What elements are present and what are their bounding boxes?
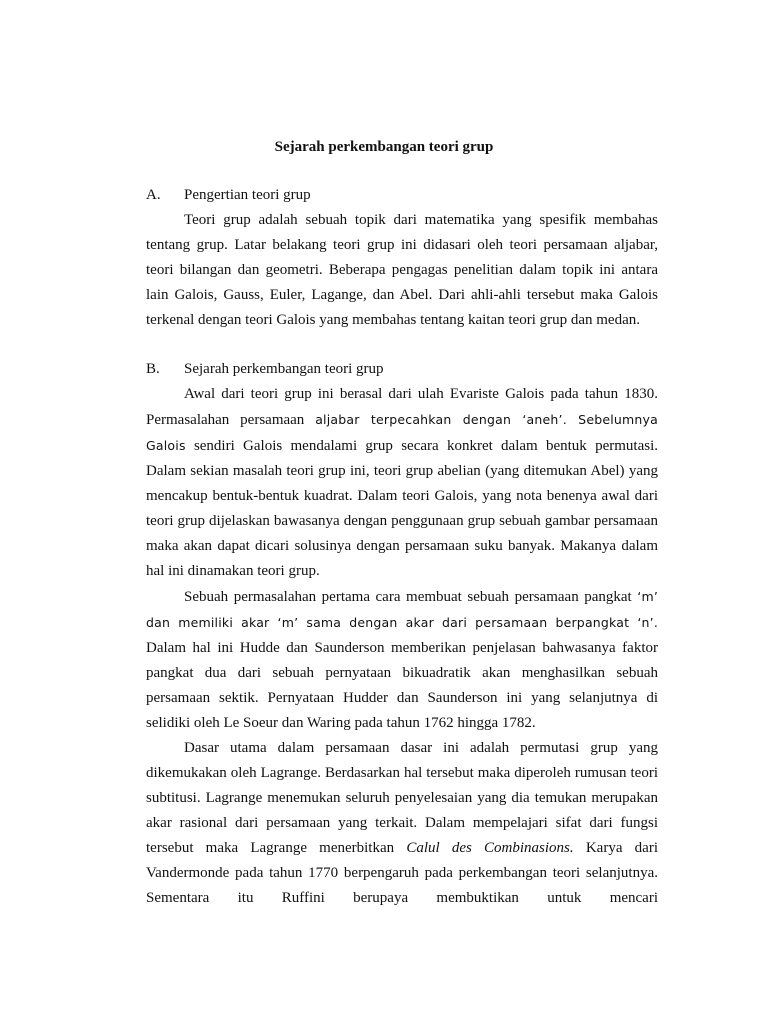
p2-text-a: Sebuah permasalahan pertama cara membuat sebuah persamaan pangkat bbox=[184, 589, 638, 605]
section-a-title: Pengertian teori grup bbox=[184, 187, 311, 203]
p2-text-b: ‘m’ dan memiliki akar ‘m’ sama dengan akar dari persamaan berpangkat ‘n’. bbox=[146, 589, 658, 630]
p3-text-b: Karya dari Vandermonde pada tahun 1770 berpengaruh pada perkembangan teori selanjutnya. Sementara itu Ruffini berupaya membuktikan untuk mencari bbox=[146, 840, 658, 906]
document-title: Sejarah perkembangan teori grup bbox=[274, 139, 494, 155]
section-a-number: A. bbox=[146, 187, 161, 203]
section-spacer bbox=[146, 333, 658, 357]
section-b-heading bbox=[146, 357, 658, 382]
section-a-heading bbox=[146, 183, 658, 208]
section-a-paragraph: Teori grup adalah sebuah topik dari matematika yang spesifik membahas tentang grup. Latar belakang teori grup ini didasari oleh teori persamaan aljabar, teori bilangan dan geometri. Beberapa pengagas penelitian dalam topik ini antara lain Galois, Gauss, Euler, Lagange, dan Abel. Dari ahli-ahli tersebut maka Galois terkenal dengan teori Galois yang membahas tentang kaitan teori grup dan medan. bbox=[146, 212, 658, 328]
section-b-paragraph-1 bbox=[146, 382, 658, 584]
section-b-paragraph-2 bbox=[146, 584, 658, 736]
section-b-paragraph-3 bbox=[146, 736, 658, 911]
p1-text-a: Awal dari teori grup ini berasal dari ulah Evariste Galois pada tahun 1830. Permasalahan persamaan bbox=[146, 386, 658, 428]
p3-text-a: Dasar utama dalam persamaan dasar ini adalah permutasi grup yang dikemukakan oleh Lagrange. Berdasarkan hal tersebut maka diperoleh rumusan teori subtitusi. Lagrange menemukan seluruh penyelesaian yang dia temukan merupakan akar rasional dari persamaan yang terkait. Dalam mempelajari sifat dari fungsi tersebut maka Lagrange menerbitkan bbox=[146, 740, 658, 856]
section-b-number: B. bbox=[146, 361, 160, 377]
p3-italic-title: Calul des Combinasions. bbox=[406, 840, 574, 856]
section-b-title: Sejarah perkembangan teori grup bbox=[184, 361, 384, 377]
p1-text-b: aljabar terpecahkan dengan ‘aneh’. Sebelumnya Galois bbox=[146, 412, 658, 453]
p1-text-c: sendiri Galois mendalami grup secara konkret dalam bentuk permutasi. Dalam sekian masalah teori grup ini, teori grup abelian (yang ditemukan Abel) yang mencakup bentuk-bentuk kuadrat. Dalam teori Galois, yang nota benenya awal dari teori grup dijelaskan bawasanya dengan penggunaan grup sebuah gambar persamaan maka akan dapat dicari solusinya dengan persamaan suku banyak. Makanya dalam hal ini dinamakan teori grup. bbox=[146, 438, 658, 579]
document-body bbox=[146, 183, 658, 911]
p2-text-c: Dalam hal ini Hudde dan Saunderson memberikan penjelasan bahwasanya faktor pangkat dua dari sebuah pernyataan bikuadratik akan menghasilkan sebuah persamaan sektik. Pernyataan Hudder dan Saunderson ini yang selanjutnya di selidiki oleh Le Soeur dan Waring pada tahun 1762 hingga 1782. bbox=[146, 640, 658, 731]
